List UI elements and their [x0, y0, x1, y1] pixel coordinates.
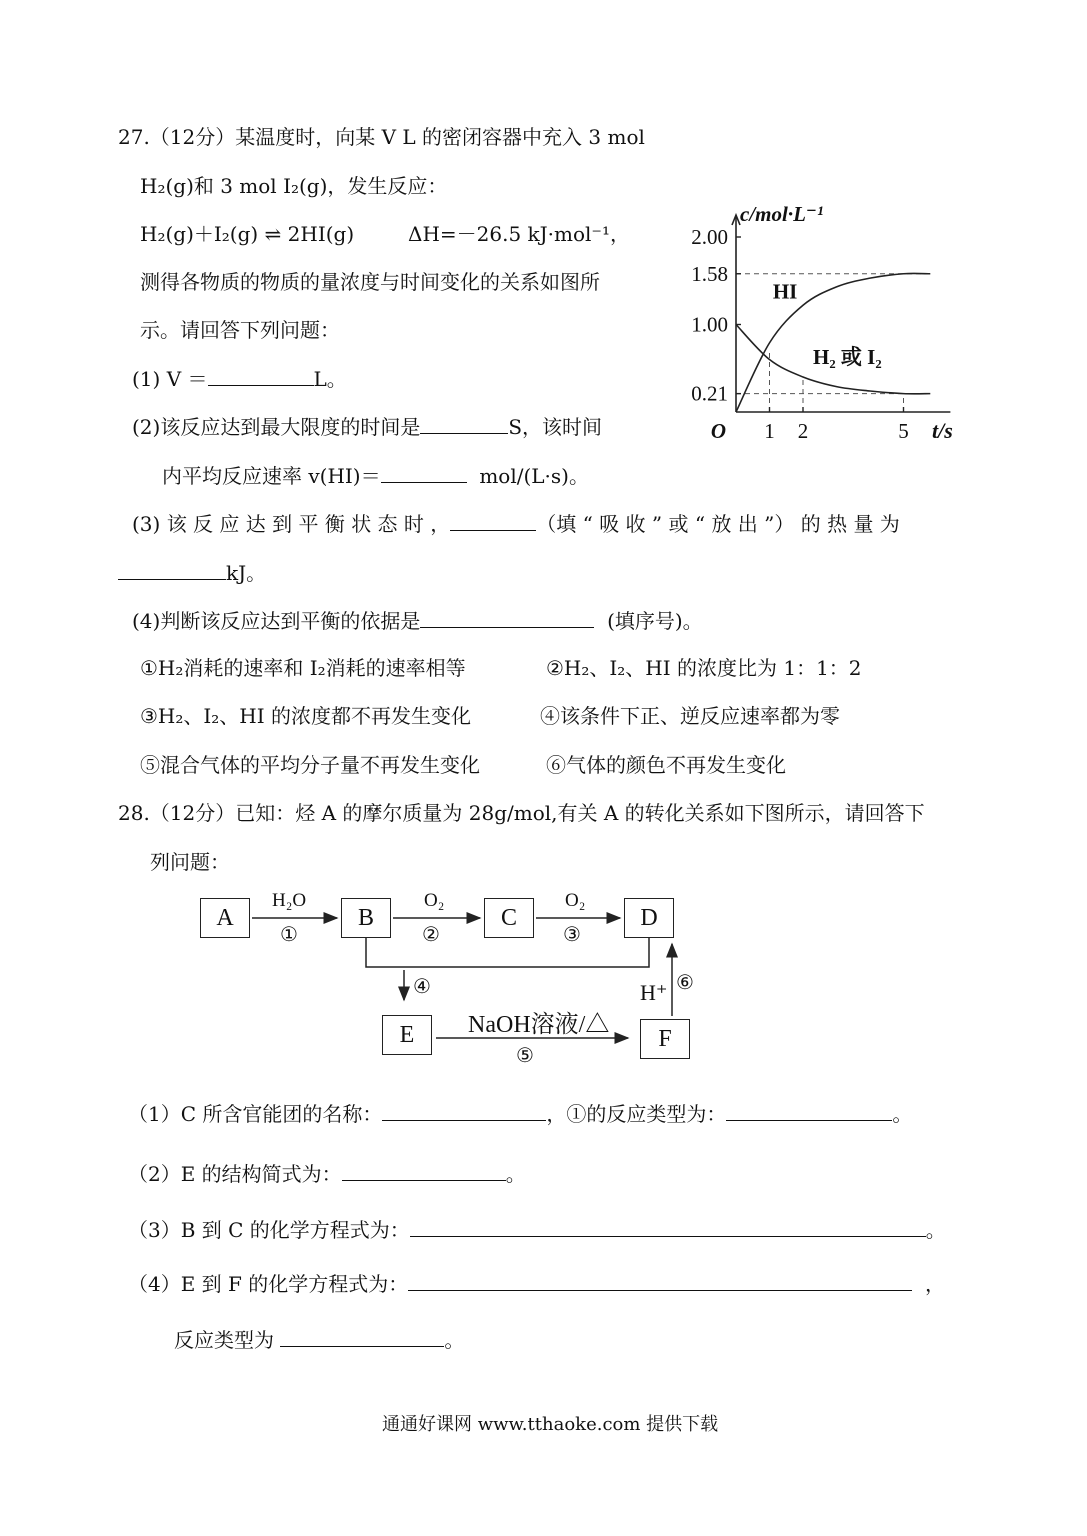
node-c: C — [484, 898, 534, 938]
edge1-reagent: H₂O — [272, 890, 307, 911]
q28-sub4-line2 — [174, 1324, 464, 1353]
q27-part2-text-b: S，该时间 — [508, 415, 603, 439]
option-4: ④该条件下正、逆反应速率都为零 — [540, 704, 840, 728]
q28-sub4-type-text: 反应类型为 — [174, 1328, 274, 1352]
q28-sub1 — [128, 1098, 912, 1127]
q27-line4: 测得各物质的物质的量浓度与时间变化的关系如图所 — [140, 270, 600, 294]
y-tick-label: 0.21 — [691, 381, 728, 406]
option-1: ①H₂消耗的速率和 I₂消耗的速率相等 — [140, 656, 466, 680]
q27-part3-text-b: （填 “ 吸 收 ” 或 “ 放 出 ”） 的 热 量 为 — [536, 512, 900, 536]
q28-sub3-end: 。 — [925, 1218, 946, 1242]
connector-b-d — [366, 938, 649, 967]
node-f: F — [640, 1019, 690, 1059]
q28-sub4-text: （4）E 到 F 的化学方程式为： — [128, 1272, 409, 1296]
q27-line1: 27.（12分）某温度时，向某 V L 的密闭容器中充入 3 mol — [118, 125, 645, 149]
q28-sub4-comma: ， — [925, 1272, 945, 1296]
node-a: A — [200, 898, 250, 938]
q28-sub3 — [128, 1214, 946, 1243]
series-label-hi: HI — [772, 279, 798, 304]
node-e: E — [382, 1015, 432, 1055]
edge4-number: ④ — [413, 974, 431, 998]
x-tick-label: 1 — [764, 419, 775, 443]
edge3-number: ③ — [563, 922, 581, 946]
q27-part3-text: (3) 该 反 应 达 到 平 衡 状 态 时 ， — [132, 512, 451, 536]
answer-blank-time[interactable] — [420, 415, 508, 434]
answer-blank-reaction-type-4[interactable] — [280, 1328, 444, 1347]
q27-part3-unit: kJ。 — [226, 561, 267, 585]
q27-part3 — [132, 508, 900, 537]
edge6-number: ⑥ — [676, 970, 694, 994]
q27-part2-line2 — [162, 460, 589, 489]
footer-text: 通通好课网 www.tthaoke.com 提供下载 — [382, 1414, 719, 1435]
series-label-h2-i2: H₂ 或 I₂ — [813, 344, 882, 369]
x-tick-label: 2 — [797, 419, 809, 443]
q28-sub4-end: 。 — [444, 1328, 465, 1352]
q27-part4 — [132, 605, 703, 634]
answer-blank-volume[interactable] — [208, 367, 314, 386]
option-2: ②H₂、I₂、HI 的浓度比为 1：1：2 — [546, 656, 862, 680]
answer-blank-equation-e-f[interactable] — [408, 1272, 912, 1291]
q28-line1: 28.（12分）已知：烃 A 的摩尔质量为 28g/mol,有关 A 的转化关系如下图所示，请回答下 — [118, 801, 925, 825]
q27-part2-rate-unit: mol/(L·s)。 — [479, 464, 589, 488]
edge2-number: ② — [422, 922, 440, 946]
answer-blank-heat[interactable] — [118, 561, 226, 580]
edge6-reagent: H⁺ — [640, 980, 668, 1005]
edge2-reagent: O₂ — [424, 890, 445, 911]
q27-line5: 示。请回答下列问题： — [140, 318, 340, 342]
q28-sub4 — [128, 1268, 945, 1297]
y-tick-label: 2.00 — [691, 225, 728, 249]
q27-equation: H₂(g)＋I₂(g) ⇌ 2HI(g) — [140, 222, 355, 246]
q28-sub2-end: 。 — [505, 1162, 526, 1186]
q27-part3-line2 — [118, 557, 266, 586]
concentration-time-chart — [670, 195, 990, 475]
edge5-number: ⑤ — [516, 1043, 534, 1067]
answer-blank-structure-e[interactable] — [342, 1162, 506, 1181]
x-tick-label: 5 — [898, 419, 909, 443]
q28-sub1-end: 。 — [892, 1102, 913, 1126]
q28-sub1-text: （1）C 所含官能团的名称： — [128, 1102, 383, 1126]
origin-label: O — [710, 419, 726, 443]
y-tick-label: 1.58 — [691, 261, 728, 286]
edge3-reagent: O₂ — [565, 890, 586, 911]
q27-part2-rate-text: 内平均反应速率 v(HI)＝ — [162, 464, 381, 488]
q28-line2: 列问题： — [150, 850, 230, 874]
answer-blank-functional-group[interactable] — [382, 1102, 546, 1121]
q28-sub1-text-b: ，①的反应类型为： — [546, 1102, 727, 1126]
option-5: ⑤混合气体的平均分子量不再发生变化 — [140, 753, 480, 777]
q27-delta-h: ΔH=－26.5 kJ·mol⁻¹， — [408, 222, 631, 246]
node-b: B — [341, 898, 391, 938]
q27-part2-text: (2)该反应达到最大限度的时间是 — [132, 415, 421, 439]
q27-part1-unit: L。 — [313, 367, 347, 391]
node-d: D — [624, 898, 674, 938]
option-6: ⑥气体的颜色不再发生变化 — [546, 753, 786, 777]
q27-part1-text: (1) V ＝ — [132, 367, 208, 391]
option-3: ③H₂、I₂、HI 的浓度都不再发生变化 — [140, 704, 472, 728]
q27-line2: H₂(g)和 3 mol I₂(g)，发生反应： — [140, 174, 448, 198]
q27-part2 — [132, 411, 602, 440]
answer-blank-reaction-type-1[interactable] — [726, 1102, 892, 1121]
series-hi-line — [736, 273, 930, 412]
edge1-number: ① — [280, 922, 298, 946]
q27-part4-text: (4)判断该反应达到平衡的依据是 — [132, 609, 421, 633]
answer-blank-rate[interactable] — [381, 464, 467, 483]
answer-blank-equation-b-c[interactable] — [410, 1218, 926, 1237]
y-axis-label: c/mol·L⁻¹ — [740, 202, 824, 226]
q28-sub2-text: （2）E 的结构简式为： — [128, 1162, 342, 1186]
answer-blank-absorb-release[interactable] — [450, 512, 536, 531]
q28-sub2 — [128, 1158, 526, 1187]
answer-blank-criteria[interactable] — [420, 609, 594, 628]
q28-sub3-text: （3）B 到 C 的化学方程式为： — [128, 1218, 410, 1242]
edge5-reagent: NaOH溶液/△ — [468, 1012, 610, 1038]
q27-part1 — [132, 363, 347, 392]
q27-part4-hint: (填序号)。 — [607, 609, 703, 633]
x-axis-label: t/s — [931, 418, 953, 443]
y-tick-label: 1.00 — [691, 312, 728, 337]
